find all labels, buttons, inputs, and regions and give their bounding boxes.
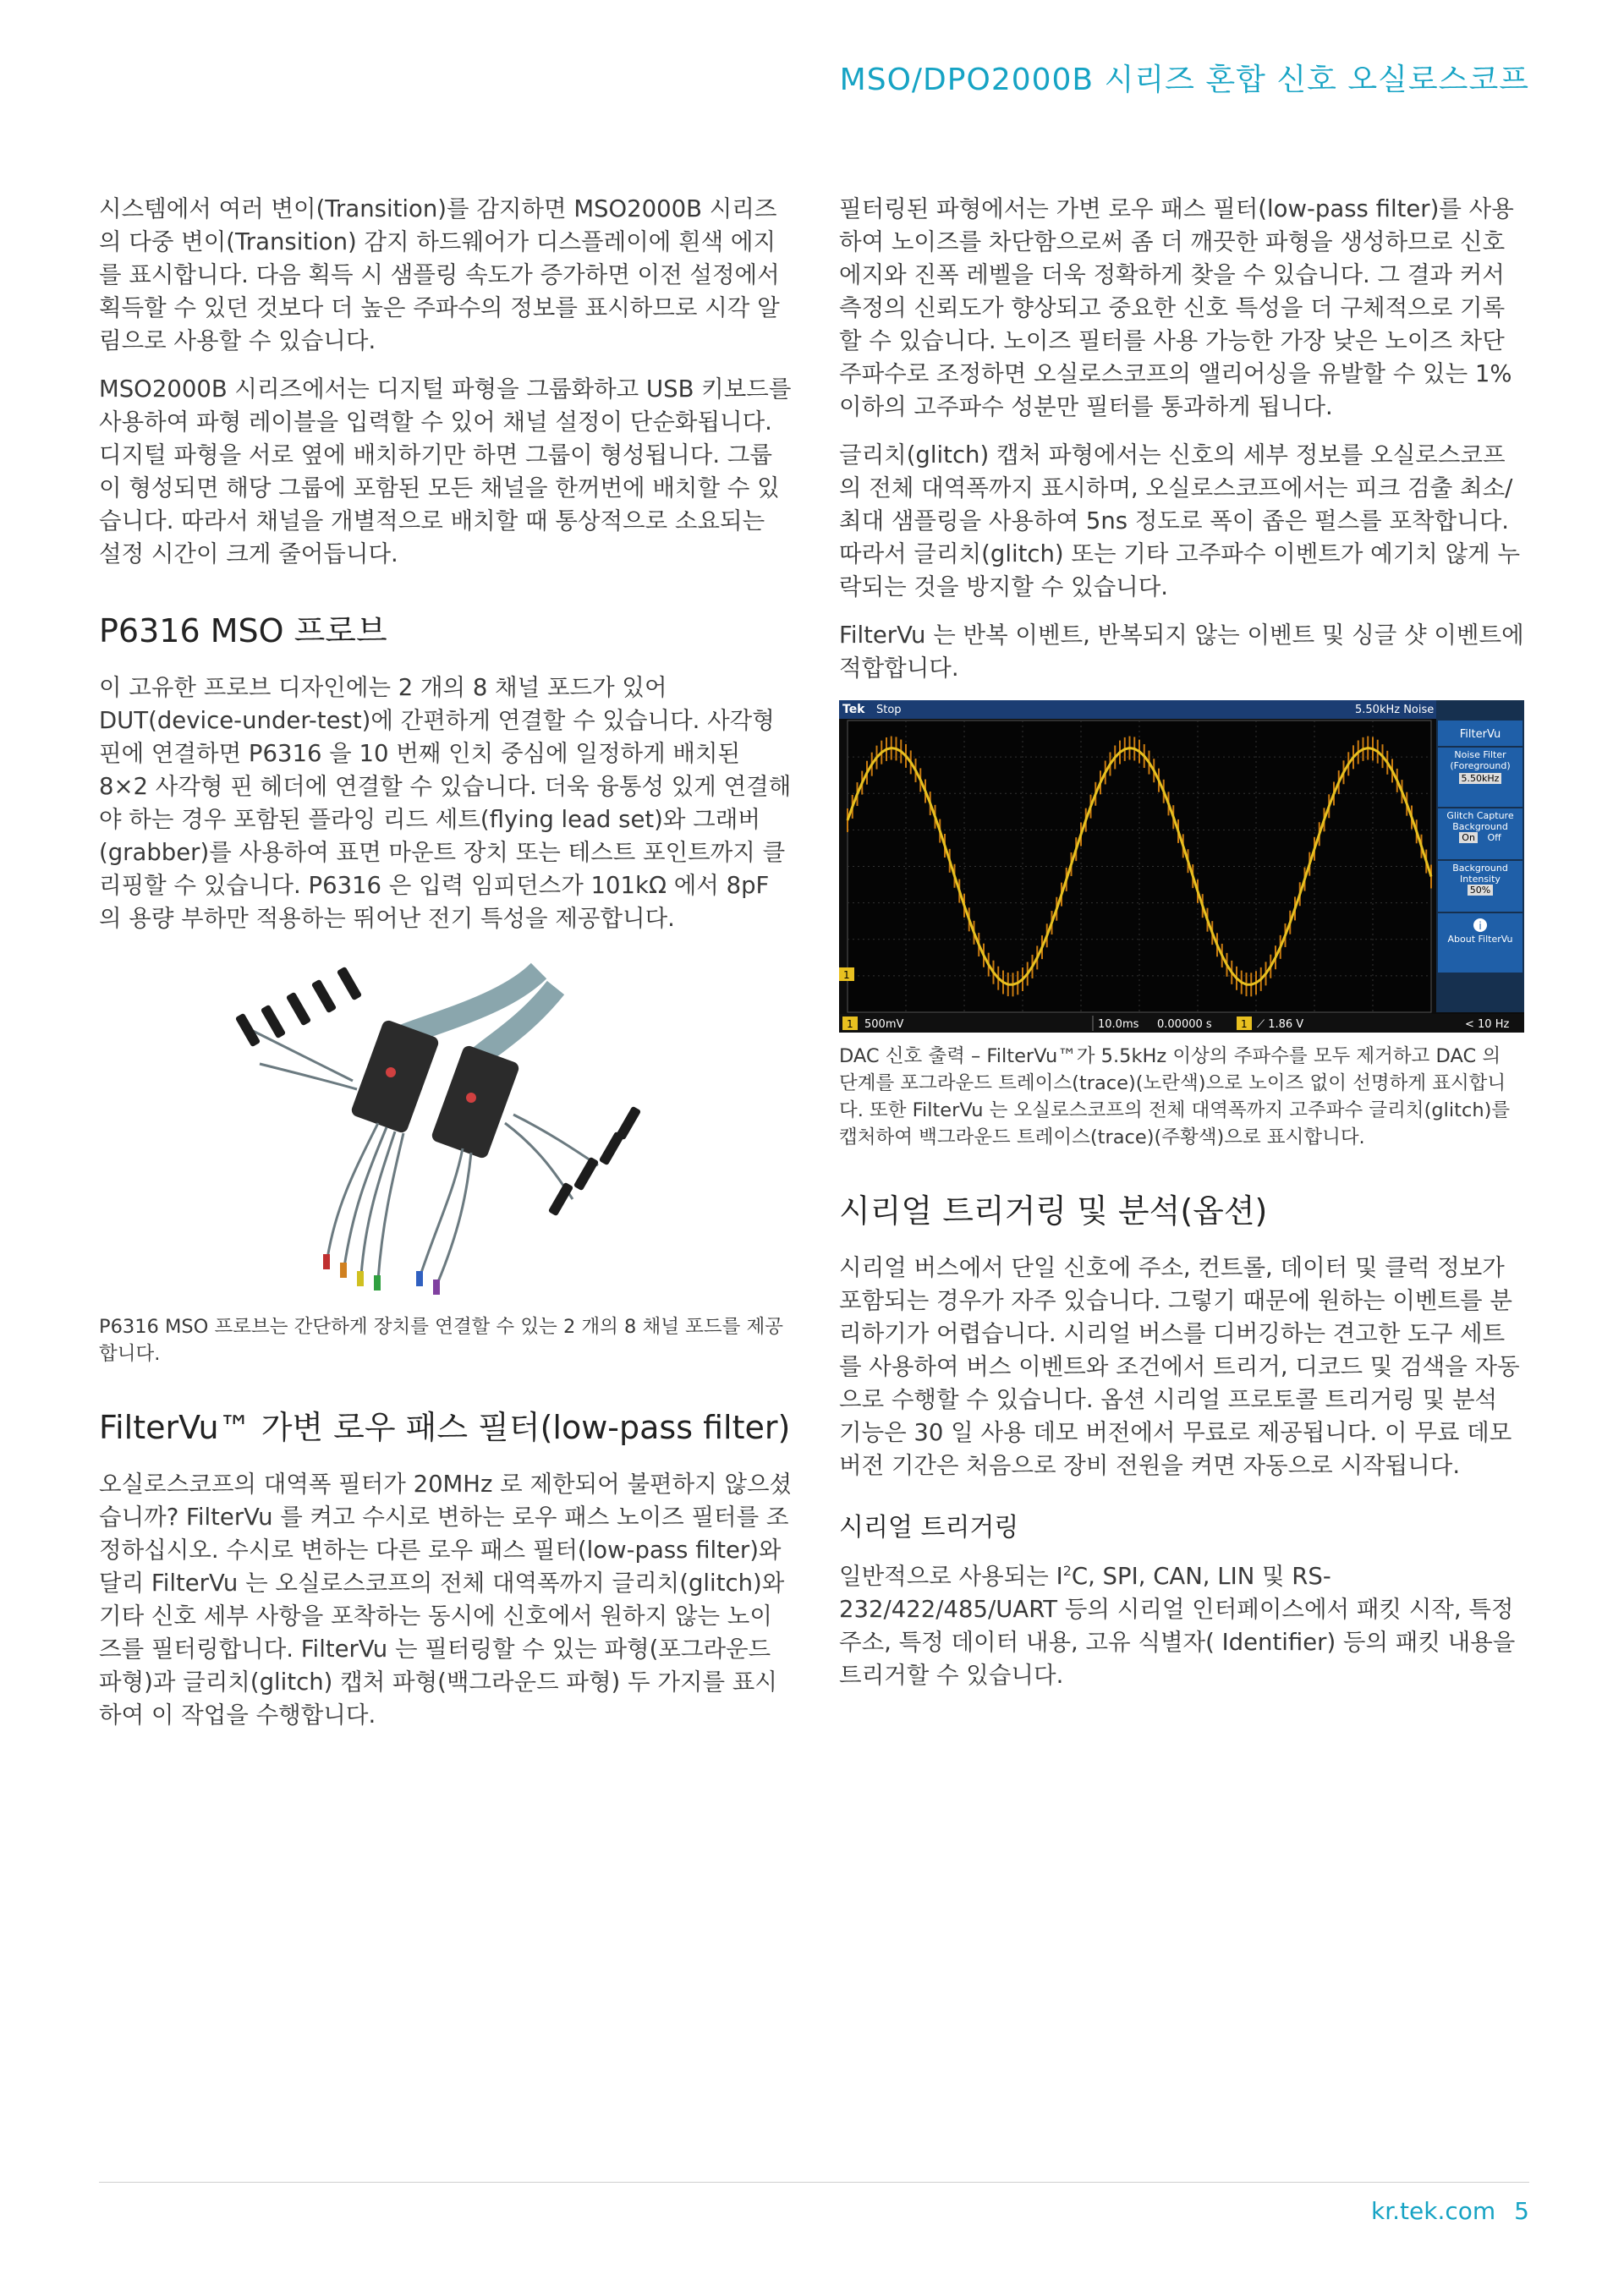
- paragraph: MSO2000B 시리즈에서는 디지털 파형을 그룹화하고 USB 키보드를 사용하여 파형 레이블을 입력할 수 있어 채널 설정이 단순화됩니다. 디지털 파형을 서로 옆에 배치하기만 하면 그룹이 형성됩니다. 그룹이 형성되면 해당 그룹에 포함된 모든 채널을 한꺼번에 배치할 수 있습니다. 따라서 채널을 개별적으로 배치할 때 통상적으로 소요되는 설정 시간이 크게 줄어듭니다.: [99, 375, 792, 567]
- paragraph: 글리치(glitch) 캡처 파형에서는 신호의 세부 정보를 오실로스코프의 전체 대역폭까지 표시하며, 오실로스코프에서는 피크 검출 최소/최대 샘플링을 사용하여 5ns 정도로 폭이 좁은 펄스를 포착합니다. 따라서 글리치(glitch) 또는 기타 고주파수 이벤트가 예기치 않게 누락되는 것을 방지할 수 있습니다.: [839, 441, 1521, 600]
- menu-noise-filter[interactable]: Noise Filter (Foreground) 5.50kHz: [1450, 749, 1511, 784]
- subheading-serial-trigger: 시리얼 트리거링: [839, 1513, 1019, 1543]
- scope-brand: Tek: [842, 703, 865, 716]
- paragraph: 오실로스코프의 대역폭 필터가 20MHz 로 제한되어 불편하지 않으셨습니까? FilterVu 를 켜고 수시로 변하는 로우 패스 노이즈 필터를 조정하십시오. 수시로 변하는 다른 로우 패스 필터(low-pass filter)와 달리 FilterVu 는 오실로스코프의 전체 대역폭까지 글리치(glitch)와 기타 신호 세부 사항을 포착하는 동시에 신호에서 원하지 않는 노이즈를 필터링합니다. FilterVu 는 필터링할 수 있는 파형(포그라운드 파형)과 글리치(glitch) 캡처 파형(백그라운드 파형) 두 가지를 표시하여 이 작업을 수행합니다.: [99, 1471, 793, 1729]
- svg-text:1: 1: [847, 1018, 853, 1030]
- section-heading-filtervu: FilterVu™ 가변 로우 패스 필터(low-pass filter): [99, 1409, 791, 1446]
- scope-trigger-level: ⟋ 1.86 V: [1257, 1018, 1304, 1031]
- paragraph-serial-trigger: 일반적으로 사용되는 $I^2C$, SPI, CAN, LIN 및 RS-232/422/485/UART 등의 시리얼 인터페이스에서 패킷 시작, 특정 주소, 특정 데이터 내용, 고유 식별자( Identifier) 등의 패킷 내용을 트리거할 수 있습니다.: [839, 1562, 1516, 1689]
- channel-marker: 1: [843, 969, 850, 981]
- scope-volts: 500mV: [864, 1018, 904, 1031]
- paragraph: 시스템에서 여러 변이(Transition)를 감지하면 MSO2000B 시리즈의 다중 변이(Transition) 감지 하드웨어가 디스플레이에 흰색 에지를 표시합니다. 다음 획득 시 샘플링 속도가 증가하면 이전 설정에서 획득할 수 있던 것보다 더 높은 주파수의 정보를 표시하므로 시각 알림으로 사용할 수 있습니다.: [99, 195, 780, 354]
- scope-status: Stop: [876, 704, 902, 716]
- footer-divider: [99, 2182, 1529, 2183]
- right-column: [839, 193, 1524, 1707]
- scope-time: 10.0ms: [1098, 1018, 1139, 1031]
- probe-caption: P6316 MSO 프로브는 간단하게 장치를 연결할 수 있는 2 개의 8 채널 포드를 제공합니다.: [99, 1316, 783, 1365]
- left-column: [99, 193, 793, 1747]
- page-header-title: MSO/DPO2000B 시리즈 혼합 신호 오실로스코프: [839, 63, 1529, 97]
- page-number: 5: [1514, 2197, 1529, 2225]
- menu-title: FilterVu: [1459, 728, 1501, 741]
- paragraph: 필터링된 파형에서는 가변 로우 패스 필터(low-pass filter)를 사용하여 노이즈를 차단함으로써 좀 더 깨끗한 파형을 생성하므로 신호 에지와 진폭 레벨을 더욱 정확하게 찾을 수 있습니다. 그 결과 커서 측정의 신뢰도가 향상되고 중요한 신호 특성을 더 구체적으로 기록할 수 있습니다. 노이즈 필터를 사용 가능한 가장 낮은 노이즈 차단 주파수로 조정하면 오실로스코프의 앨리어싱을 유발할 수 있는 1% 이하의 고주파수 성분만 필터를 통과하게 됩니다.: [839, 195, 1514, 420]
- paragraph: 시리얼 버스에서 단일 신호에 주소, 컨트롤, 데이터 및 클럭 정보가 포함되는 경우가 자주 있습니다. 그렇기 때문에 원하는 이벤트를 분리하기가 어렵습니다. 시리얼 버스를 디버깅하는 견고한 도구 세트를 사용하여 버스 이벤트와 조건에서 트리거, 디코드 및 검색을 자동으로 수행할 수 있습니다. 옵션 시리얼 프로토콜 트리거링 및 분석 기능은 30 일 사용 데모 버전에서 무료로 제공됩니다. 이 무료 데모 버전 기간은 처음으로 장비 전원을 켜면 자동으로 시작됩니다.: [839, 1254, 1520, 1479]
- oscilloscope-screenshot: [839, 700, 1524, 1033]
- menu-about[interactable]: About FilterVu: [1447, 934, 1513, 945]
- footer-site-link[interactable]: kr.tek.com: [1370, 2197, 1496, 2225]
- section-heading-probe: P6316 MSO 프로브: [99, 612, 387, 649]
- scope-offset: 0.00000 s: [1157, 1018, 1212, 1031]
- probe-photo: [184, 954, 657, 1305]
- scope-top-right: 5.50kHz Noise: [1355, 704, 1435, 716]
- scope-caption: DAC 신호 출력 – FilterVu™가 5.5kHz 이상의 주파수를 모두 제거하고 DAC 의 단계를 포그라운드 트레이스(trace)(노란색)으로 노이즈 없이 선명하게 표시합니다. 또한 FilterVu 는 오실로스코프의 전체 대역폭까지 고주파수 글리치(glitch)를 캡처하여 백그라운드 트레이스(trace)(주황색)으로 표시합니다.: [839, 1045, 1511, 1148]
- section-heading-serial: 시리얼 트리거링 및 분석(옵션): [839, 1192, 1268, 1230]
- menu-glitch-capture[interactable]: Glitch Capture Background On Off: [1446, 810, 1514, 843]
- menu-bg-intensity[interactable]: Background Intensity 50%: [1452, 863, 1508, 896]
- scope-frequency: < 10 Hz: [1465, 1018, 1510, 1031]
- paragraph: FilterVu 는 반복 이벤트, 반복되지 않는 이벤트 및 싱글 샷 이벤트에 적합합니다.: [839, 622, 1524, 682]
- page-footer: [1371, 2197, 1529, 2225]
- paragraph: 이 고유한 프로브 디자인에는 2 개의 8 채널 포드가 있어 DUT(device-under-test)에 간편하게 연결할 수 있습니다. 사각형 핀에 연결하면 P6316 을 10 번째 인치 중심에 일정하게 배치된 8×2 사각형 핀 헤더에 연결할 수 있습니다. 더욱 융통성 있게 연결해야 하는 경우 포함된 플라잉 리드 세트(flying lead set)와 그래버(grabber)를 사용하여 표면 마운트 장치 또는 테스트 포인트까지 클리핑할 수 있습니다. P6316 은 입력 임피던스가 101kΩ 에서 8pF 의 용량 부하만 적용하는 뛰어난 전기 특성을 제공합니다.: [99, 674, 792, 932]
- svg-text:1: 1: [1241, 1018, 1248, 1030]
- svg-text:i: i: [1479, 920, 1482, 932]
